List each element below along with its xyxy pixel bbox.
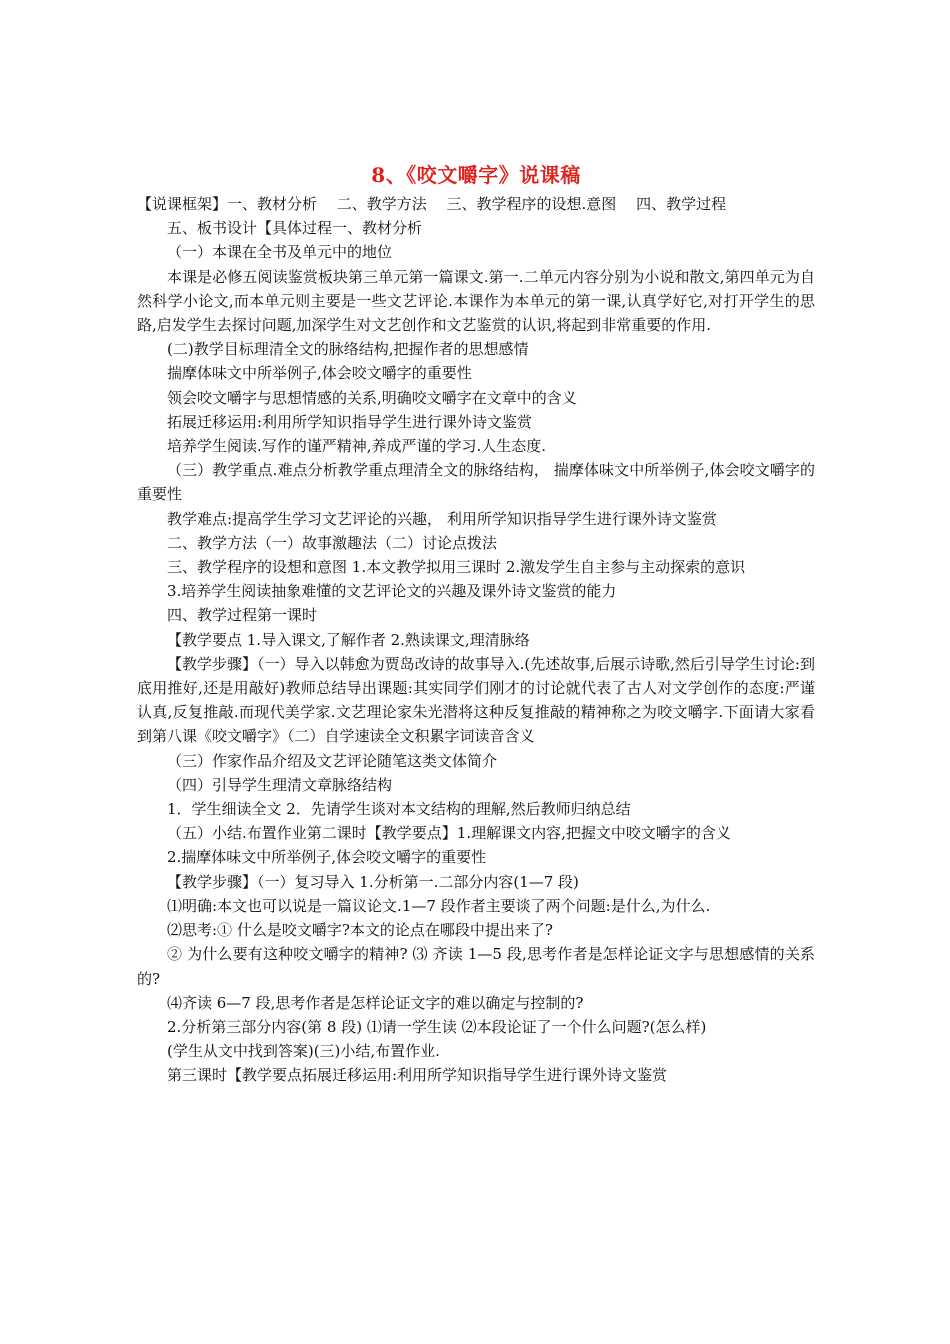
paragraph: 【教学步骤】（一）复习导入 1.分析第一.二部分内容(1—7 段) bbox=[167, 872, 579, 891]
paragraph: ⑷齐读 6—7 段,思考作者是怎样论证文字的难以确定与控制的? bbox=[167, 993, 584, 1012]
paragraph: （三）作家作品介绍及文艺评论随笔这类文体简介 bbox=[167, 751, 498, 770]
paragraph: 五、板书设计【具体过程一、教材分析 bbox=[167, 219, 423, 238]
paragraph: ⑴明确:本文也可以说是一篇议论文.1—7 段作者主要谈了两个问题:是什么,为什么. bbox=[167, 896, 711, 915]
paragraph: (二)教学目标理清全文的脉络结构,把握作者的思想感情 bbox=[167, 340, 529, 359]
paragraph: （五）小结.布置作业第二课时【教学要点】1.理解课文内容,把握文中咬文嚼字的含义 bbox=[167, 824, 731, 843]
paragraph: (学生从文中找到答案)(三)小结,布置作业. bbox=[167, 1042, 440, 1061]
paragraph: 【教学步骤】（一）导入以韩愈为贾岛改诗的故事导入.(先述故事,后展示诗歌,然后引导学生讨论:到底用推好,还是用敲好)教师总结导出课题:其实同学们刚才的讨论就代表了古人对文学创作的态度:严谨认真,反复推敲.而现代美学家.文艺理论家朱光潜将这种反复推敲的精神称之为咬文嚼字.下面请大家看到第八课《咬文嚼字》（二）自学速读全文积累字词读音含义 bbox=[137, 654, 815, 746]
paragraph: 本课是必修五阅读鉴赏板块第三单元第一篇课文.第一.二单元内容分别为小说和散文,第四单元为自然科学小论文,而本单元则主要是一些文艺评论.本课作为本单元的第一课,认真学好它,对打开学生的思路,启发学生去探讨问题,加深学生对文艺创作和文艺鉴赏的认识,将起到非常重要的作用. bbox=[137, 267, 815, 335]
paragraph: 三、教学程序的设想和意图 1.本文教学拟用三课时 2.激发学生自主参与主动探索的意识 bbox=[167, 558, 746, 577]
paragraph: 拓展迁移运用:利用所学知识指导学生进行课外诗文鉴赏 bbox=[167, 412, 533, 431]
paragraph: （三）教学重点.难点分析教学重点理清全文的脉络结构， 揣摩体味文中所举例子,体会咬文嚼字的重要性 bbox=[137, 461, 815, 504]
document-body bbox=[137, 192, 815, 1088]
paragraph: 教学难点:提高学生学习文艺评论的兴趣， 利用所学知识指导学生进行课外诗文鉴赏 bbox=[167, 509, 717, 528]
paragraph-framework: 【说课框架】一、教材分析 二、教学方法 三、教学程序的设想.意图 四、教学过程 bbox=[137, 195, 727, 213]
paragraph: 领会咬文嚼字与思想情感的关系,明确咬文嚼字在文章中的含义 bbox=[167, 388, 577, 407]
paragraph: 【教学要点 1.导入课文,了解作者 2.熟读课文,理清脉络 bbox=[167, 630, 530, 649]
paragraph: 第三课时【教学要点拓展迁移运用:利用所学知识指导学生进行课外诗文鉴赏 bbox=[167, 1066, 668, 1085]
paragraph: 3.培养学生阅读抽象难懂的文艺评论文的兴趣及课外诗文鉴赏的能力 bbox=[167, 582, 617, 601]
paragraph: 四、教学过程第一课时 bbox=[167, 606, 318, 625]
document-title: 8、《咬文嚼字》说课稿 bbox=[371, 163, 581, 187]
paragraph: （一）本课在全书及单元中的地位 bbox=[167, 243, 393, 262]
paragraph: （四）引导学生理清文章脉络结构 bbox=[167, 775, 393, 794]
paragraph: 2.分析第三部分内容(第 8 段) ⑴请一学生读 ⑵本段论证了一个什么问题?(怎么样) bbox=[167, 1017, 707, 1036]
document-page bbox=[137, 160, 815, 1088]
paragraph: 2.揣摩体味文中所举例子,体会咬文嚼字的重要性 bbox=[167, 848, 487, 867]
paragraph: ② 为什么要有这种咬文嚼字的精神? ⑶ 齐读 1—5 段,思考作者是怎样论证文字与思想感情的关系的? bbox=[137, 945, 815, 988]
paragraph: 二、教学方法（一）故事激趣法（二）讨论点拨法 bbox=[167, 533, 498, 552]
paragraph: ⑵思考:① 什么是咬文嚼字?本文的论点在哪段中提出来了? bbox=[167, 921, 553, 940]
paragraph: 揣摩体味文中所举例子,体会咬文嚼字的重要性 bbox=[167, 364, 472, 383]
paragraph: 培养学生阅读.写作的谨严精神,养成严谨的学习.人生态度. bbox=[167, 437, 547, 456]
paragraph: 1．学生细读全文 2．先请学生谈对本文结构的理解,然后教师归纳总结 bbox=[167, 800, 631, 819]
